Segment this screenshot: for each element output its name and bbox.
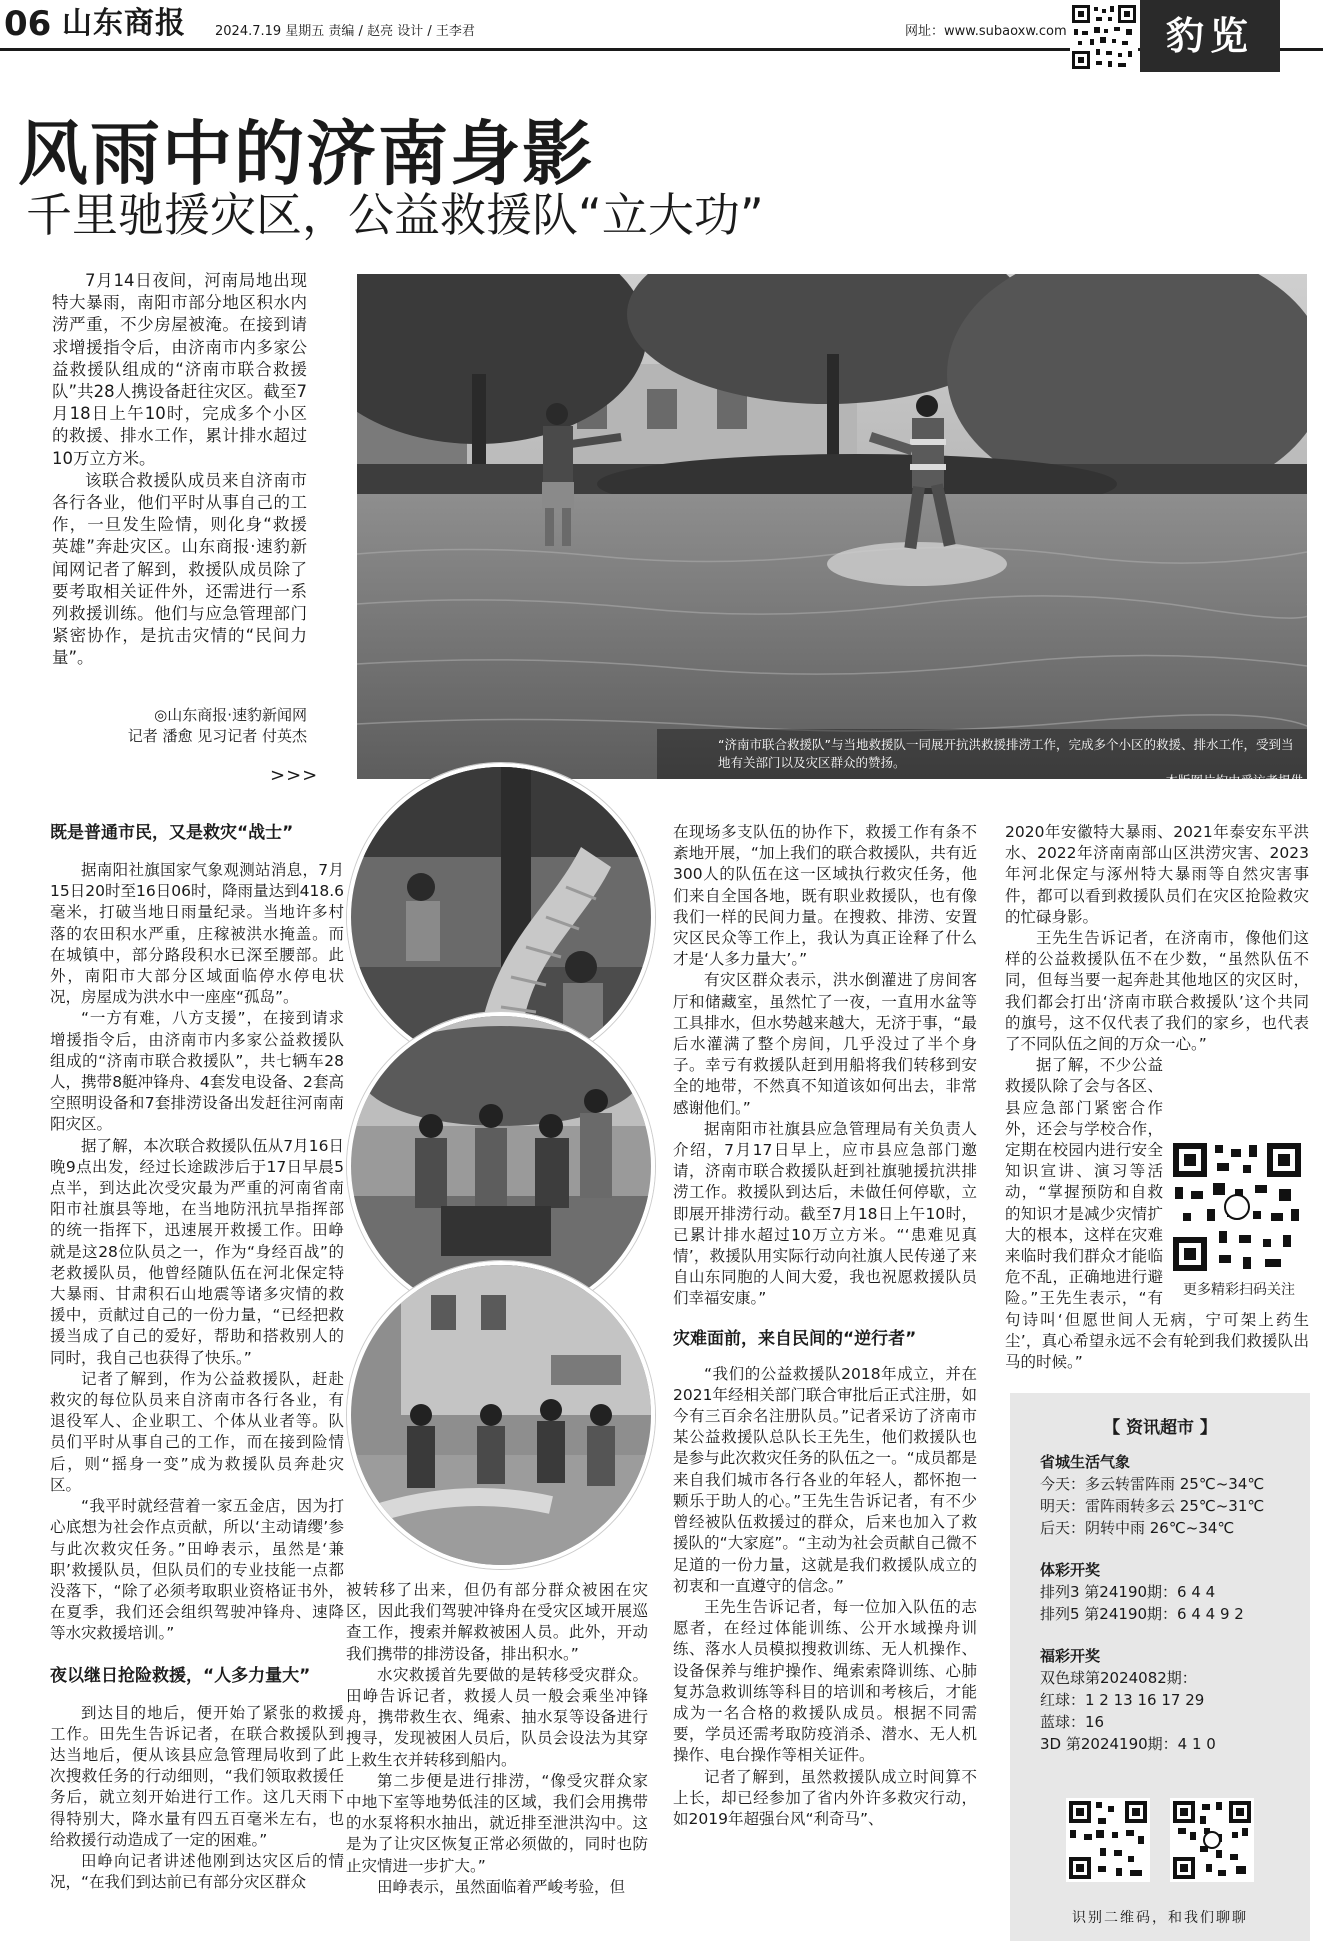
article-paragraph: 被转移了出来，但仍有部分群众被困在灾区，因此我们驾驶冲锋舟在受灾区域开展巡查工作，搜索并解救被困人员。此外，开动我们携带的排涝设备，排出积水。”: [346, 1581, 648, 1663]
column-4: [1005, 822, 1309, 1373]
photo-caption: [718, 736, 1303, 790]
byline: [52, 705, 307, 747]
page-number: 06: [4, 4, 52, 44]
article-paragraph: “我们的公益救援队2018年成立，并在2021年经相关部门联合审批后正式注册，如今有三百余名注册队员。”记者采访了济南市某公益救援队总队长王先生，他们救援队也是参与此次救灾任务的队伍之一。“成员都是来自我们城市各行各业的年轻人，都怀抱一颗乐于助人的心。”王先生告诉记者，有不少曾经被队伍救援过的群众，后来也加入了救援队的“大家庭”。“主动为社会贡献自己微不足道的一份力量，这就是我们救援队成立的初衷和一直遵守的信念。”: [673, 1364, 977, 1595]
lead-paragraph: 该联合救援队成员来自济南市各行各业，他们平时从事自己的工作，一旦发生险情，则化身“救援英雄”奔赴灾区。山东商报·速豹新闻网记者了解到，救援队成员除了要考取相关证件外，还需进行一系列救援训练。他们与应急管理部门紧密协作，是抗击灾情的“民间力量”。: [52, 470, 307, 668]
info-content: [1040, 1451, 1300, 1755]
weather-line: 今天：多云转雷阵雨 25℃~34℃: [1040, 1475, 1265, 1493]
welfare-lottery-line: 双色球第2024082期：: [1040, 1669, 1197, 1687]
column-2: [346, 1580, 648, 1898]
subheadline: 千里驰援灾区，公益救援队“立大功”: [26, 188, 764, 242]
section-heading: 既是普通市民，又是救灾“战士”: [50, 823, 294, 843]
article-paragraph: 据了解，本次联合救援队伍从7月16日晚9点出发，经过长途跋涉后于17日早晨5点半，到达此次受灾最为严重的河南省南阳市社旗县等地，在当地防汛抗旱指挥部的统一指挥下，迅速展开救援工作。田峥就是这28位队员之一，作为“身经百战”的老救援队员，他曾经随队伍在河北保定特大暴雨、甘肃积石山地震等诸多灾情的救援中，贡献过自己的一份力量，“已经把救援当成了自己的爱好，帮助和搭救别人的同时，我自己也获得了快乐。”: [50, 1136, 344, 1367]
sports-lottery-line: 排列5 第24190期：6 4 4 9 2: [1040, 1605, 1244, 1623]
article-paragraph: 田峥向记者讲述他刚到达灾区后的情况，“在我们到达前已有部分灾区群众: [50, 1851, 344, 1892]
byline-outlet: ◎山东商报·速豹新闻网: [154, 706, 307, 724]
welfare-lottery-line: 蓝球：16: [1040, 1713, 1105, 1731]
page-header: [0, 0, 1323, 58]
circle-photo-3: [347, 1261, 655, 1569]
header-qr-code[interactable]: [1070, 3, 1138, 71]
article-paragraph: 有灾区群众表示，洪水倒灌进了房间客厅和储藏室，虽然忙了一夜，一直用水盆等工具排水，但水势越来越大，无济于事，“最后水灌满了整个房间，几乎没过了半个身子。幸亏有救援队赶到用船将我们转移到安全的地带，不然真不知道该如何出去，非常感谢他们。”: [673, 971, 977, 1117]
follow-qr-code[interactable]: [1169, 1139, 1305, 1275]
article-paragraph: “我平时就经营着一家五金店，因为打心底想为社会作点贡献，所以‘主动请缨’参与此次救灾任务。”田峥表示，虽然是‘兼职’救援队员，但队员们的专业技能一点都没落下，“除了必须考取职业资格证书外，在夏季，我们还会组织驾驶冲锋舟、速降等水灾救援培训。”: [50, 1497, 344, 1643]
article-paragraph: 水灾救援首先要做的是转移受灾群众。田峥告诉记者，救援人员一般会乘坐冲锋舟，携带救生衣、绳索、抽水泵等设备进行搜寻，发现被困人员后，队员会设法为其穿上救生衣并转移到船内。: [346, 1665, 648, 1769]
section-label: 豹览: [1140, 0, 1280, 72]
continue-marker: >>>: [270, 765, 319, 786]
info-footer: 识别二维码，和我们聊聊: [1072, 1910, 1248, 1926]
main-photo: [357, 274, 1307, 779]
lead-text: [52, 270, 307, 670]
weather-line: 后天：阴转中雨 26℃~34℃: [1040, 1519, 1235, 1537]
info-box: [1010, 1393, 1310, 1941]
sports-lottery-line: 排列3 第24190期：6 4 4: [1040, 1583, 1216, 1601]
weather-heading: 省城生活气象: [1040, 1453, 1131, 1471]
date-line: 2024.7.19 星期五 责编 / 赵亮 设计 / 王李君: [215, 24, 475, 39]
photo-credit: 本版图片均由受访者提供: [1165, 773, 1303, 788]
article-paragraph: 记者了解到，作为公益救援队，赶赴救灾的每位队员来自济南市各行各业，有退役军人、企业职工、个体从业者等。队员们平时从事自己的工作，而在接到险情后，则“摇身一变”成为救援队员奔赴灾区。: [50, 1369, 344, 1494]
headline: 风雨中的济南身影: [18, 112, 594, 195]
welfare-lottery-line: 红球：1 2 13 16 17 29: [1040, 1691, 1205, 1709]
info-qr-code-1[interactable]: [1066, 1798, 1150, 1882]
section-heading: 夜以继日抢险救援，“人多力量大”: [50, 1665, 311, 1686]
welfare-lottery-heading: 福彩开奖: [1040, 1647, 1101, 1665]
article-paragraph: 据了解，不少公益救援队除了会与各区、县应急部门紧密合作外，还会与学校合作，定期在校园内进行安全知识宣讲、演习等活动，“掌握预防和自救的知识才是减少灾情扩大的根本，这样在灾难来临时我们群众才能临危不乱，正确地进行避险。”王先生表示，“有句诗叫‘但愿世间人无病，宁可架上药生尘’，真心希望永远不会有轮到我们救援队出马的时候。”: [1005, 1056, 1309, 1372]
qr-caption: 更多精彩扫码关注: [1183, 1282, 1295, 1299]
sports-lottery-heading: 体彩开奖: [1040, 1561, 1101, 1579]
photo-caption-text: “济南市联合救援队”与当地救援队一同展开抗洪救援排涝工作，完成多个小区的救援、排水工作，受到当地有关部门以及灾区群众的赞扬。: [718, 737, 1294, 770]
article-paragraph: 王先生告诉记者，在济南市，像他们这样的公益救援队伍不在少数，“虽然队伍不同，但每当要一起奔赴其他地区的灾区时，我们都会打出‘济南市联合救援队’这个共同的旗号，这不仅代表了我们的家乡，也代表了不同队伍之间的万众一心。”: [1005, 929, 1309, 1054]
byline-reporters: 记者 潘愈 见习记者 付英杰: [127, 727, 307, 745]
article-paragraph: 据南阳市社旗县应急管理局有关负责人介绍，7月17日早上，应市县应急部门邀请，济南市联合救援队赶到社旗驰援抗洪排涝工作。救援队到达后，未做任何停歇，立即展开排涝行动。截至7月18日上午10时，已累计排水超过10万立方米。“‘患难见真情’，救援队用实际行动向社旗人民传递了来自山东同胞的人间大爱，我也祝愿救援队员们幸福安康。”: [673, 1119, 977, 1308]
column-3: [673, 822, 977, 1830]
article-paragraph: 王先生告诉记者，每一位加入队伍的志愿者，在经过体能训练、公开水域操舟训练、落水人员模拟搜救训练、无人机操作、设备保养与维护操作、绳索索降训练、心肺复苏急救训练等科目的培训和考核后，才能成为一名合格的救援队成员。根据不同需要，学员还需考取防疫消杀、潜水、无人机操作、电台操作等相关证件。: [673, 1597, 977, 1765]
article-paragraph: 2020年安徽特大暴雨、2021年泰安东平洪水、2022年济南南部山区洪涝灾害、2023年河北保定与涿州特大暴雨等自然灾害事件，都可以看到救援队员们在灾区抢险救灾的忙碌身影。: [1005, 823, 1309, 926]
info-qr-code-2[interactable]: [1170, 1798, 1254, 1882]
weather-line: 明天：雷阵雨转多云 25℃~31℃: [1040, 1497, 1265, 1515]
article-paragraph: 田峥表示，虽然面临着严峻考验，但: [377, 1877, 626, 1896]
column-1: [50, 822, 344, 1893]
article-paragraph: 到达目的地后，便开始了紧张的救援工作。田先生告诉记者，在联合救援队到达当地后，便从该县应急管理局收到了此次搜救任务的行动细则，“我们领取救援任务后，就立刻开始进行工作。这几天雨下得特别大，降水量有四五百毫米左右，也给救援行动造成了一定的困难。”: [50, 1703, 344, 1849]
info-box-title: 【 资讯超市 】: [1103, 1418, 1217, 1438]
article-paragraph: 记者了解到，虽然救援队成立时间算不上长，却已经参加了省内外许多救灾行动，如2019年超强台风“利奇马”、: [673, 1767, 977, 1828]
welfare-lottery-line: 3D 第2024190期：4 1 0: [1040, 1735, 1216, 1753]
article-paragraph: “一方有难，八方支援”，在接到请求增援指令后，由济南市内多家公益救援队组成的“济南市联合救援队”，共七辆车28人，携带8艇冲锋舟、4套发电设备、2套高空照明设备和7套排涝设备出发赶往河南南阳灾区。: [50, 1009, 344, 1134]
article-paragraph: 第二步便是进行排涝，“像受灾群众家中地下室等地势低洼的区域，我们会用携带的水泵将积水抽出，就近排至泄洪沟中。这是为了让灾区恢复正常必须做的，同时也防止灾情进一步扩大。”: [346, 1771, 648, 1875]
section-heading: 灾难面前，来自民间的“逆行者”: [673, 1328, 917, 1349]
lead-paragraph: 7月14日夜间，河南局地出现特大暴雨，南阳市部分地区积水内涝严重，不少房屋被淹。在接到请求增援指令后，由济南市内多家公益救援队组成的“济南市联合救援队”共28人携设备赶往灾区。截至7月18日上午10时，完成多个小区的救援、排水工作，累计排水超过10万立方米。: [52, 271, 307, 468]
paper-name: 山东商报: [62, 6, 186, 41]
website[interactable]: 网址：www.subaoxw.com: [905, 24, 1067, 39]
article-paragraph: 据南阳社旗国家气象观测站消息，7月15日20时至16日06时，降雨量达到418.6毫米，打破当地日雨量纪录。当地许多村落的农田积水严重，庄稼被洪水掩盖。而在城镇中，部分路段积水已深至腰部。此外，南阳市大部分区域面临停水停电状况，房屋成为洪水中一座座“孤岛”。: [50, 861, 344, 1007]
article-paragraph: 在现场多支队伍的协作下，救援工作有条不紊地开展，“加上我们的联合救援队，共有近300人的队伍在这一区域执行救灾任务，他们来自全国各地，既有职业救援队，也有像我们一样的民间力量。在搜救、排涝、安置灾区民众等工作上，我认为真正诠释了什么才是‘人多力量大’。”: [673, 823, 977, 969]
